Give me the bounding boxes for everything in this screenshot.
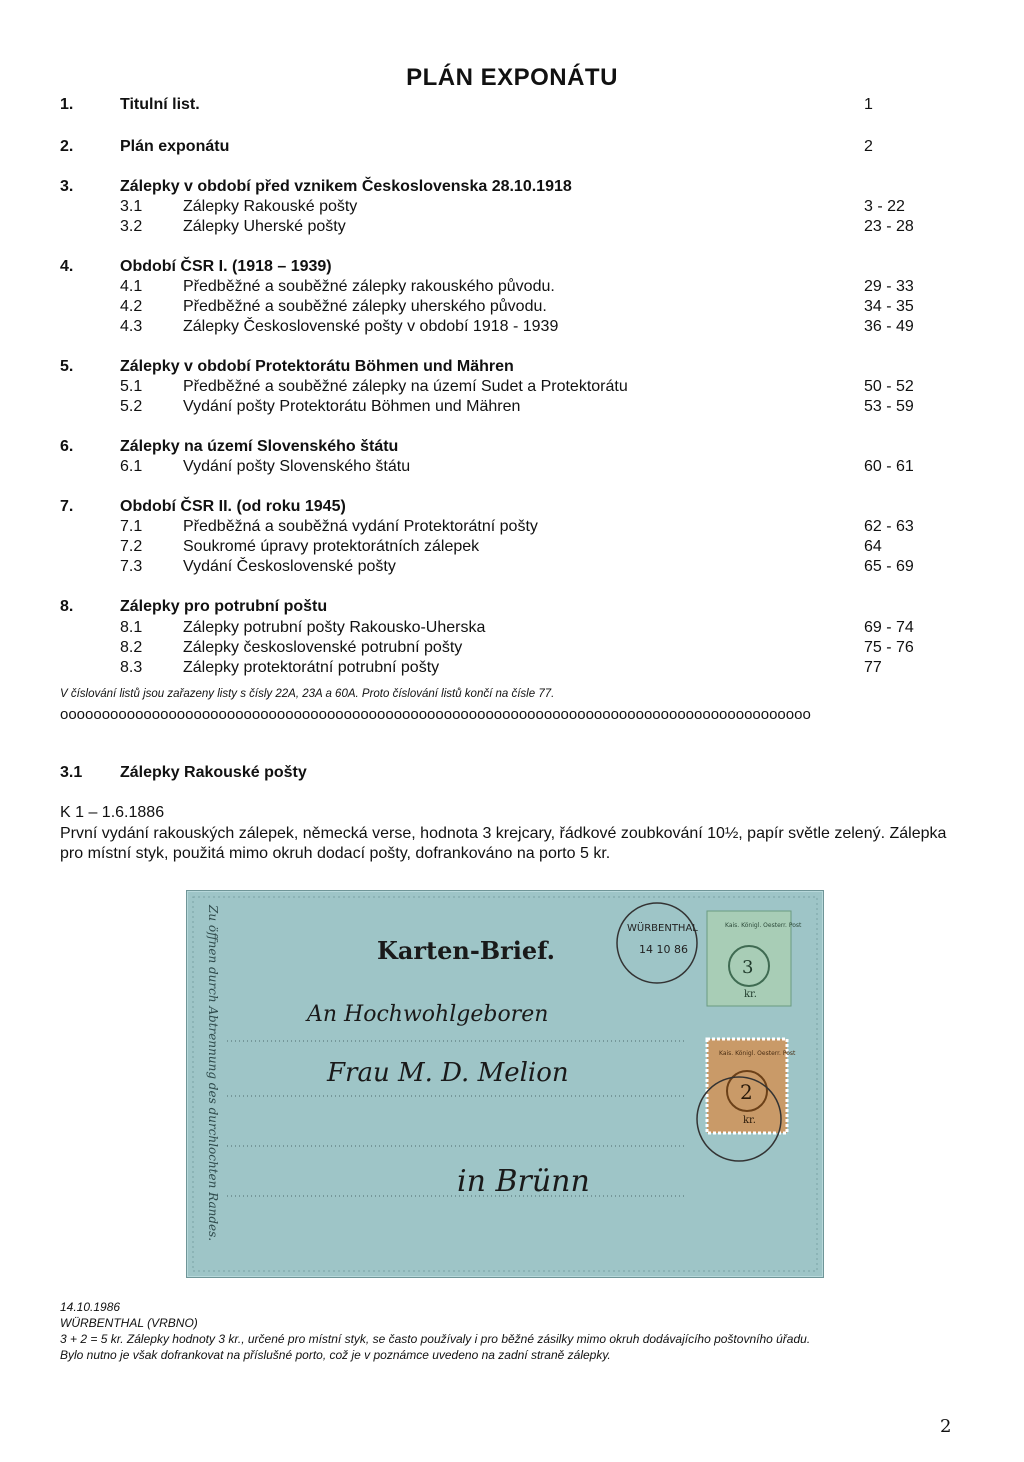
- toc-number: 5.: [60, 358, 74, 375]
- toc-row-7-3: [0, 557, 1024, 577]
- toc-row-7: [0, 497, 1024, 517]
- toc-row-4: [0, 257, 1024, 277]
- caption-date: 14.10.1986: [60, 1300, 121, 1314]
- toc-subnumber: 4.1: [120, 278, 143, 295]
- letter-heading: Karten-Brief.: [377, 936, 555, 965]
- toc-row-6-1: [0, 457, 1024, 477]
- toc-subtitle: Vydání pošty Slovenského štátu: [183, 458, 411, 475]
- toc-page: 36 - 49: [864, 318, 914, 335]
- toc-row-6: [0, 437, 1024, 457]
- page-number: 2: [940, 1416, 952, 1437]
- handwritten-address-3: in Brünn: [457, 1164, 590, 1199]
- toc-row-7-2: [0, 537, 1024, 557]
- toc-subnumber: 8.2: [120, 639, 143, 656]
- toc-title: Zálepky na území Slovenského štátu: [120, 438, 399, 455]
- toc-page: 60 - 61: [864, 458, 914, 475]
- postmark-date: 14 10 86: [639, 943, 688, 956]
- toc-row-4-3: [0, 317, 1024, 337]
- toc-subtitle: Zálepky protektorátní potrubní pošty: [183, 659, 440, 676]
- toc-page: 34 - 35: [864, 298, 914, 315]
- toc-page: 23 - 28: [864, 218, 914, 235]
- toc-subtitle: Zálepky potrubní pošty Rakousko-Uherska: [183, 619, 486, 636]
- toc-title: Období ČSR II. (od roku 1945): [120, 498, 346, 515]
- toc-number: 3.: [60, 178, 74, 195]
- letter-card-image: [186, 890, 824, 1278]
- caption-text-1: 3 + 2 = 5 kr. Zálepky hodnoty 3 kr., určené pro místní styk, se často používaly i pro běžné zásilky mimo okruh dodávajícího poštovního úřadu.: [60, 1332, 811, 1346]
- item-description: První vydání rakouských zálepek, německá verse, hodnota 3 krejcary, řádkové zoubkování 10½, papír světle zelený. Zálepka pro místní styk, použitá mimo okruh dodací pošty, dofrankováno na porto 5 kr.: [60, 825, 947, 862]
- section-title: Zálepky Rakouské pošty: [120, 764, 307, 781]
- toc-row-5-1: [0, 377, 1024, 397]
- toc-subnumber: 8.3: [120, 659, 143, 676]
- toc-subnumber: 5.1: [120, 378, 143, 395]
- toc-page: 53 - 59: [864, 398, 914, 415]
- toc-row-1: [0, 95, 1024, 115]
- toc-subtitle: Zálepky Uherské pošty: [183, 218, 346, 235]
- separator-line: oooooooooooooooooooooooooooooooooooooooooooooooooooooooooooooooooooooooooooooooooooooooooo: [60, 706, 811, 723]
- letter-card-drawing: [187, 891, 823, 1277]
- item-code: K 1 – 1.6.1886: [60, 804, 165, 821]
- toc-subtitle: Vydání pošty Protektorátu Böhmen und Mähren: [183, 398, 521, 415]
- toc-subnumber: 7.3: [120, 558, 143, 575]
- toc-title: Zálepky v období před vznikem Československa 28.10.1918: [120, 178, 572, 195]
- toc-row-4-1: [0, 277, 1024, 297]
- toc-row-3: [0, 177, 1024, 197]
- toc-subnumber: 3.2: [120, 218, 143, 235]
- item-caption: [60, 1299, 810, 1363]
- toc-row-4-2: [0, 297, 1024, 317]
- toc-title: Zálepky pro potrubní poštu: [120, 598, 328, 615]
- toc-row-7-1: [0, 517, 1024, 537]
- added-stamp-value: 2: [740, 1080, 753, 1104]
- toc-subtitle: Předběžná a souběžná vydání Protektorátní pošty: [183, 518, 538, 535]
- added-stamp-text: Kais. Königl. Oesterr. Post: [719, 1050, 796, 1057]
- toc-row-5-2: [0, 397, 1024, 417]
- toc-number: 8.: [60, 598, 74, 615]
- toc-title: Titulní list.: [120, 96, 200, 113]
- toc-subnumber: 4.2: [120, 298, 143, 315]
- added-stamp-unit: kr.: [743, 1115, 756, 1126]
- toc-subtitle: Zálepky Rakouské pošty: [183, 198, 358, 215]
- toc-row-5: [0, 357, 1024, 377]
- toc-page: 77: [864, 659, 882, 676]
- toc-subnumber: 7.2: [120, 538, 143, 555]
- toc-row-3-2: [0, 217, 1024, 237]
- page-title: PLÁN EXPONÁTU: [406, 64, 618, 91]
- toc-subtitle: Soukromé úpravy protektorátních zálepek: [183, 538, 480, 555]
- toc-subnumber: 7.1: [120, 518, 143, 535]
- printed-stamp-text: Kais. Königl. Oesterr. Post: [725, 922, 802, 929]
- toc-title: Zálepky v období Protektorátu Böhmen und Mähren: [120, 358, 514, 375]
- toc-subnumber: 4.3: [120, 318, 143, 335]
- section-number: 3.1: [60, 764, 83, 781]
- toc-subtitle: Předběžné a souběžné zálepky rakouského původu.: [183, 278, 555, 295]
- toc-page: 65 - 69: [864, 558, 914, 575]
- toc-row-8-1: [0, 618, 1024, 638]
- toc-subnumber: 6.1: [120, 458, 143, 475]
- toc-subnumber: 5.2: [120, 398, 143, 415]
- toc-subtitle: Předběžné a souběžné zálepky uherského původu.: [183, 298, 547, 315]
- toc-title: Plán exponátu: [120, 138, 230, 155]
- side-instruction-text: Zu öffnen durch Abtrennung des durchlochten Randes.: [206, 905, 220, 1242]
- toc-row-8-2: [0, 638, 1024, 658]
- toc-subtitle: Předběžné a souběžné zálepky na území Sudet a Protektorátu: [183, 378, 628, 395]
- toc-page: 29 - 33: [864, 278, 914, 295]
- toc-subtitle: Zálepky Československé pošty v období 1918 - 1939: [183, 318, 559, 335]
- toc-number: 7.: [60, 498, 74, 515]
- caption-place: WÜRBENTHAL (VRBNO): [60, 1316, 198, 1330]
- toc-number: 1.: [60, 96, 74, 113]
- toc-number: 2.: [60, 138, 74, 155]
- caption-text-2: Bylo nutno je však dofrankovat na příslušné porto, což je v poznámce uvedeno na zadní straně zálepky.: [60, 1348, 611, 1362]
- printed-stamp-unit: kr.: [744, 989, 757, 1000]
- toc-number: 4.: [60, 258, 74, 275]
- toc-subnumber: 3.1: [120, 198, 143, 215]
- toc-row-3-1: [0, 197, 1024, 217]
- postmark-text: WÜRBENTHAL: [627, 923, 698, 934]
- handwritten-address-1: An Hochwohlgeboren: [307, 1002, 549, 1027]
- toc-page: 62 - 63: [864, 518, 914, 535]
- toc-subtitle: Vydání Československé pošty: [183, 558, 396, 575]
- toc-row-8: [0, 597, 1024, 617]
- toc-subnumber: 8.1: [120, 619, 143, 636]
- toc-page: 2: [864, 138, 873, 155]
- toc-page: 1: [864, 96, 873, 113]
- toc-page: 50 - 52: [864, 378, 914, 395]
- toc-row-2: [0, 137, 1024, 157]
- handwritten-address-2: Frau M. D. Melion: [327, 1058, 569, 1088]
- toc-title: Období ČSR I. (1918 – 1939): [120, 258, 332, 275]
- printed-stamp-value: 3: [742, 957, 754, 978]
- numbering-note: V číslování listů jsou zařazeny listy s čísly 22A, 23A a 60A. Proto číslování listů končí na čísle 77.: [60, 688, 555, 700]
- toc-number: 6.: [60, 438, 74, 455]
- toc-page: 75 - 76: [864, 639, 914, 656]
- toc-row-8-3: [0, 658, 1024, 678]
- toc-page: 64: [864, 538, 882, 555]
- toc-subtitle: Zálepky československé potrubní pošty: [183, 639, 463, 656]
- toc-page: 3 - 22: [864, 198, 905, 215]
- toc-page: 69 - 74: [864, 619, 914, 636]
